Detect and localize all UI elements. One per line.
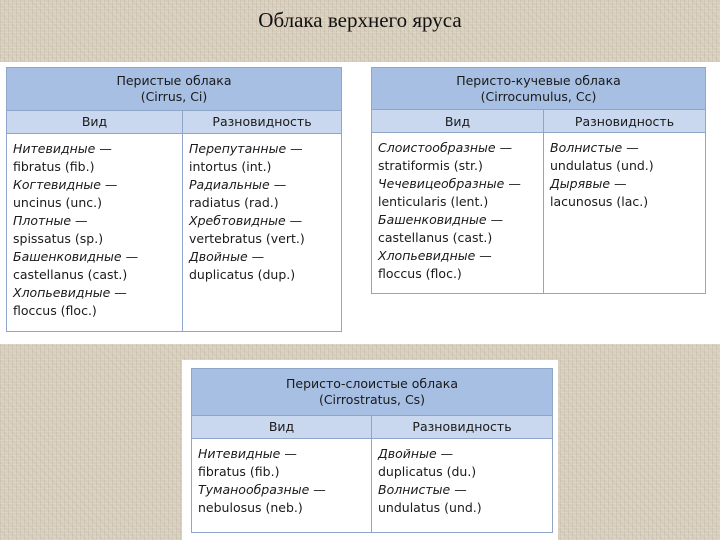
species-latin: fibratus (fib.) bbox=[13, 158, 95, 174]
variety-cell bbox=[183, 133, 342, 331]
species-entry: Плотные — bbox=[13, 212, 88, 228]
variety-latin: duplicatus (dup.) bbox=[189, 266, 296, 282]
variety-entry: Хребтовидные — bbox=[189, 212, 303, 228]
column-header-species: Вид bbox=[372, 110, 544, 133]
table-title: Перистые облака bbox=[116, 72, 232, 88]
variety-entry: Волнистые — bbox=[550, 140, 639, 156]
variety-cell bbox=[544, 133, 706, 294]
table-title: Перисто-кучевые облака bbox=[456, 72, 621, 88]
species-latin: floccus (floc.) bbox=[13, 302, 97, 318]
table-subtitle: (Cirrostratus, Cs) bbox=[318, 391, 426, 407]
variety-latin: duplicatus (du.) bbox=[378, 463, 477, 479]
table-subtitle: (Cirrus, Ci) bbox=[140, 88, 208, 104]
cirrus-table bbox=[6, 67, 342, 332]
variety-latin: undulatus (und.) bbox=[378, 499, 482, 515]
cirrostratus-table bbox=[191, 368, 553, 533]
column-header-variety: Разновидность bbox=[183, 110, 342, 133]
variety-entry: Волнистые — bbox=[378, 481, 467, 497]
species-latin: lenticularis (lent.) bbox=[378, 194, 489, 210]
species-entry: Башенковидные — bbox=[378, 212, 504, 228]
species-entry: Нитевидные — bbox=[13, 140, 112, 156]
column-header-variety: Разновидность bbox=[372, 415, 553, 438]
species-latin: nebulosus (neb.) bbox=[198, 499, 303, 515]
variety-latin: vertebratus (vert.) bbox=[189, 230, 305, 246]
page-title: Облака верхнего яруса bbox=[258, 8, 462, 32]
table-header bbox=[7, 68, 342, 111]
column-header-species: Вид bbox=[7, 110, 183, 133]
table-subtitle: (Cirrocumulus, Cc) bbox=[480, 88, 597, 104]
species-latin: uncinus (unc.) bbox=[13, 194, 102, 210]
species-cell bbox=[7, 133, 183, 331]
variety-latin: radiatus (rad.) bbox=[189, 194, 279, 210]
variety-cell bbox=[372, 438, 553, 532]
cirrocumulus-table bbox=[371, 67, 706, 294]
table-title: Перисто-слоистые облака bbox=[286, 375, 458, 391]
variety-entry: Двойные — bbox=[189, 248, 265, 264]
variety-entry: Радиальные — bbox=[189, 176, 287, 192]
species-cell bbox=[192, 438, 372, 532]
species-latin: castellanus (cast.) bbox=[378, 230, 493, 246]
species-latin: spissatus (sp.) bbox=[13, 230, 104, 246]
species-entry: Чечевицеобразные — bbox=[378, 176, 521, 192]
species-entry: Нитевидные — bbox=[198, 445, 297, 461]
species-entry: Хлопьевидные — bbox=[13, 284, 127, 300]
table-header bbox=[372, 68, 706, 110]
variety-latin: lacunosus (lac.) bbox=[550, 194, 649, 210]
species-entry: Хлопьевидные — bbox=[378, 248, 492, 264]
variety-entry: Дырявые — bbox=[550, 176, 627, 192]
table-header bbox=[192, 369, 553, 416]
species-entry: Туманообразные — bbox=[198, 481, 326, 497]
species-latin: stratiformis (str.) bbox=[378, 158, 483, 174]
species-latin: castellanus (cast.) bbox=[13, 266, 128, 282]
species-entry: Когтевидные — bbox=[13, 176, 118, 192]
variety-entry: Перепутанные — bbox=[189, 140, 303, 156]
species-latin: fibratus (fib.) bbox=[198, 463, 280, 479]
variety-entry: Двойные — bbox=[378, 445, 454, 461]
column-header-variety: Разновидность bbox=[544, 110, 706, 133]
species-entry: Слоистообразные — bbox=[378, 140, 513, 156]
variety-latin: undulatus (und.) bbox=[550, 158, 654, 174]
column-header-species: Вид bbox=[192, 415, 372, 438]
species-entry: Башенковидные — bbox=[13, 248, 139, 264]
variety-latin: intortus (int.) bbox=[189, 158, 272, 174]
species-latin: floccus (floc.) bbox=[378, 266, 462, 282]
species-cell bbox=[372, 133, 544, 294]
